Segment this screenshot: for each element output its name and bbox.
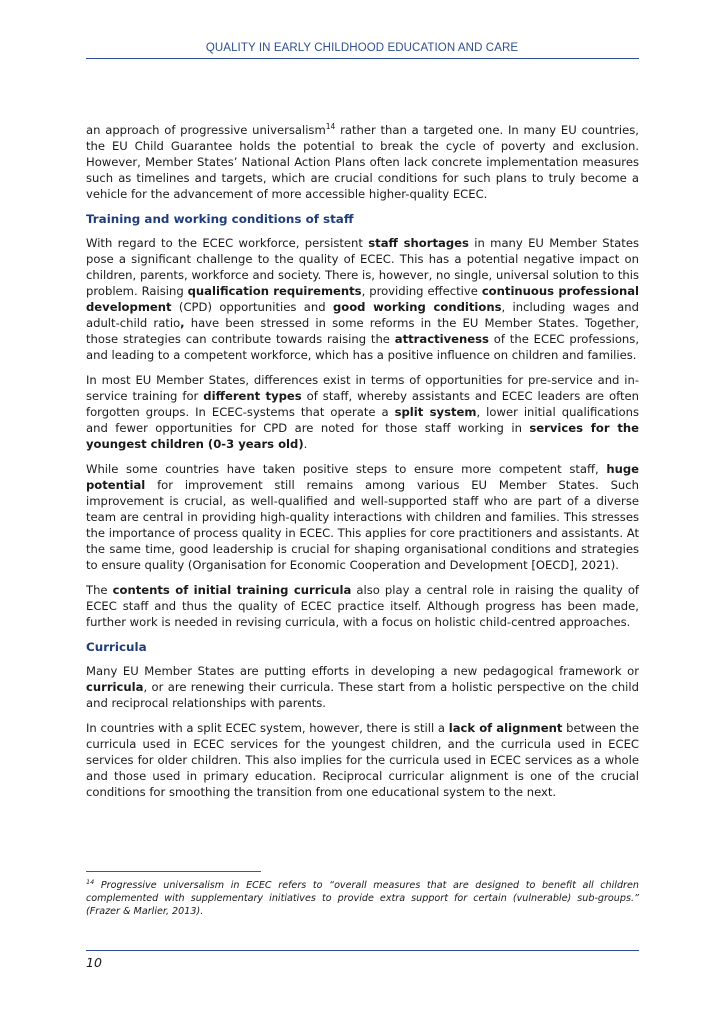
bold-term: staff shortages — [368, 236, 469, 250]
footnote-divider — [86, 871, 261, 872]
footnote-14 — [86, 879, 639, 918]
paragraph-training-curricula — [86, 582, 639, 630]
bold-term: qualification requirements — [187, 284, 362, 298]
footnote-text: Progressive universalism in ECEC refers to “overall measures that are designed to benefit all children complemented with supplementary initiatives to provide extra support for certain (vulnerable) sub-groups.” (Frazer & Marlier, 2013). — [86, 880, 639, 917]
paragraph-pedagogical-framework — [86, 663, 639, 711]
bold-term: continuous professional development — [86, 284, 640, 314]
bold-term: lack of alignment — [448, 721, 563, 735]
text-span: While some countries have taken positive steps to ensure more competent staff, — [86, 462, 607, 476]
bold-term: , — [180, 316, 185, 330]
bold-term: good working conditions — [332, 300, 502, 314]
text-span: . — [303, 437, 308, 451]
footnote-number: 14 — [86, 877, 95, 886]
bold-term: curricula — [86, 680, 144, 694]
text-span: between the curricula used in ECEC services for the youngest children, and the curricula used in ECEC services for older children. This also implies for the curricula used in ECEC services as a whole and those used in primary education. Reciprocal curricular alignment is one of the crucial conditions for smoothing the transition from one educational system to the next. — [86, 721, 639, 799]
text-span: , lower initial qualifications and fewer opportunities for CPD are noted for those staff working in — [86, 405, 639, 435]
text-span: , including wages and adult-child ratio — [86, 300, 639, 330]
text-span: , providing effective — [361, 284, 482, 298]
text-span: With regard to the ECEC workforce, persistent — [86, 236, 369, 250]
bold-term: services for the youngest children (0-3 years old) — [86, 421, 639, 451]
footnote-reference[interactable]: 14 — [325, 122, 336, 132]
text-span: an approach of progressive universalism — [86, 123, 326, 137]
paragraph-training-differences — [86, 372, 639, 452]
text-span: (CPD) opportunities and — [171, 300, 333, 314]
bold-term: different types — [203, 389, 302, 403]
text-span: of the ECEC professions, and leading to a competent workforce, which has a positive influence on children and families. — [86, 332, 639, 362]
paragraph-curricular-alignment — [86, 720, 639, 800]
text-span: in many EU Member States pose a significant challenge to the quality of ECEC. This has a potential negative impact on children, parents, workforce and society. There is, however, no single, universal solution to this problem. Raising — [86, 236, 639, 298]
text-span: In countries with a split ECEC system, however, there is still a — [86, 721, 449, 735]
main-content — [86, 122, 639, 809]
text-span: , or are renewing their curricula. These start from a holistic perspective on the child and reciprocal relationships with parents. — [86, 680, 639, 710]
text-span: of staff, whereby assistants and ECEC leaders are often forgotten groups. In ECEC-systems that operate a — [86, 389, 639, 419]
bold-term: huge potential — [86, 462, 639, 492]
header-divider — [86, 58, 639, 59]
section-heading-training: Training and working conditions of staff — [86, 212, 354, 226]
footer-divider — [86, 950, 639, 951]
bold-term: attractiveness — [394, 332, 489, 346]
text-span: Many EU Member States are putting efforts in developing a new pedagogical framework or — [86, 664, 639, 678]
paragraph-progressive-universalism — [86, 122, 639, 202]
running-header-title: QUALITY IN EARLY CHILDHOOD EDUCATION AND CARE — [205, 42, 519, 54]
text-span: rather than a targeted one. In many EU countries, the EU Child Guarantee holds the potential to break the cycle of poverty and exclusion. However, Member States’ National Action Plans often lack concrete implementation measures such as timelines and targets, which are crucial conditions for such plans to truly become a vehicle for the advancement of more accessible higher-quality ECEC. — [86, 123, 639, 201]
text-span: In most EU Member States, differences exist in terms of opportunities for pre-service and in-service training for — [86, 373, 639, 403]
paragraph-improvement-potential — [86, 461, 639, 573]
bold-term: contents of initial training curricula — [112, 583, 352, 597]
paragraph-workforce — [86, 235, 639, 363]
text-span: have been stressed in some reforms in the EU Member States. Together, those strategies can contribute towards raising the — [86, 316, 640, 346]
text-span: also play a central role in raising the quality of ECEC staff and thus the quality of ECEC practice itself. Although progress has been made, further work is needed in revising curricula, with a focus on holistic child-centred approaches. — [86, 583, 639, 629]
page-number: 10 — [86, 955, 102, 970]
bold-term: split system — [394, 405, 477, 419]
text-span: The — [86, 583, 113, 597]
text-span: for improvement still remains among various EU Member States. Such improvement is crucial, as well-qualified and well-supported staff who are part of a diverse team are central in providing high-quality interactions with children and families. This stresses the importance of process quality in ECEC. This applies for core practitioners and assistants. At the same time, good leadership is crucial for shaping organisational conditions and strategies to ensure quality (Organisation for Economic Cooperation and Development [OECD], 2021). — [86, 478, 639, 572]
section-heading-curricula: Curricula — [86, 640, 147, 654]
